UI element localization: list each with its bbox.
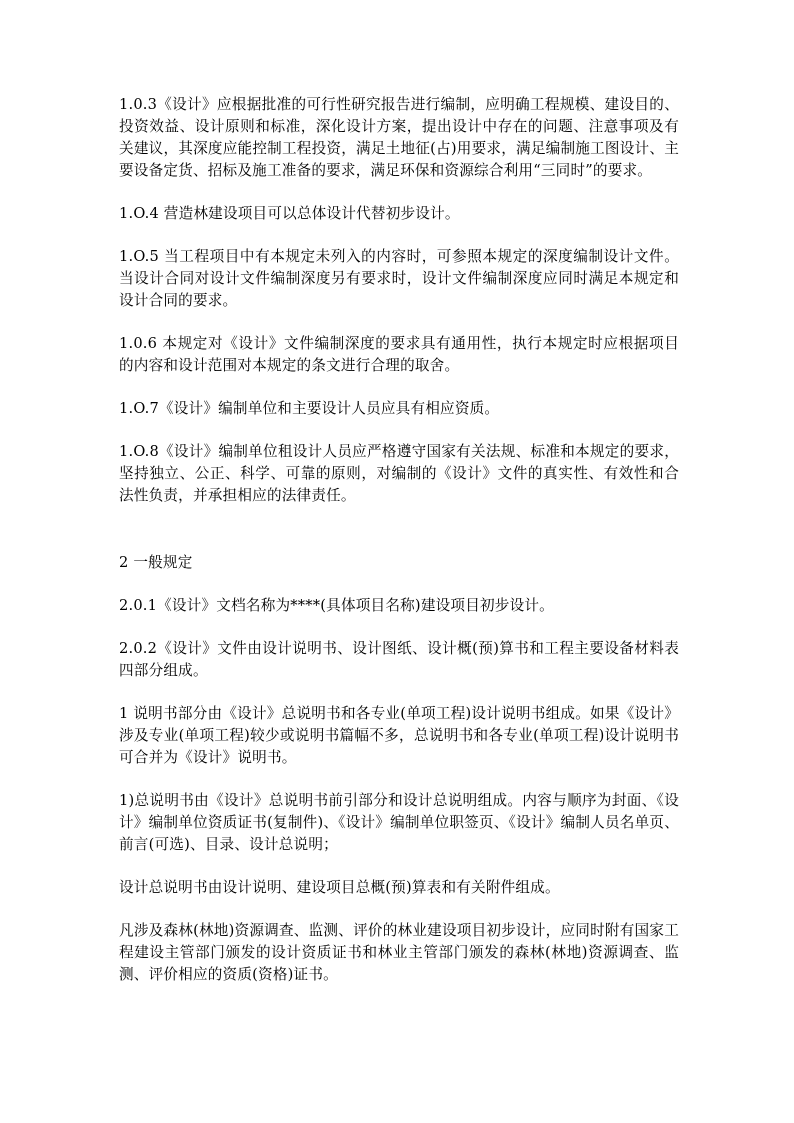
paragraph-1-0-4: 1.O.4 营造林建设项目可以总体设计代替初步设计。 <box>119 205 460 222</box>
paragraph-certificate-note: 凡涉及森林(林地)资源调查、监测、评价的林业建设项目初步设计，应同时附有国家工程建设主管部门颁发的设计资质证书和林业主管部门颁发的森林(林地)资源调查、监测、评价相应的资质(资格)证书。 <box>119 922 679 983</box>
section-2-heading: 2 一般规定 <box>119 554 193 571</box>
document-page <box>119 94 679 1007</box>
paragraph-1-0-8: 1.O.8《设计》编制单位租设计人员应严格遵守国家有关法规、标准和本规定的要求，坚持独立、公正、科学、可靠的原则，对编制的《设计》文件的真实性、有效性和合法性负责，并承担相应的法律责任。 <box>119 443 679 504</box>
paragraph-1-0-5: 1.O.5 当工程项目中有本规定未列入的内容时，可参照本规定的深度编制设计文件。当设计合同对设计文件编制深度另有要求时，设计文件编制深度应同时满足本规定和设计合同的要求。 <box>119 248 679 309</box>
paragraph-2-0-2-item-1: 1 说明书部分由《设计》总说明书和各专业(单项工程)设计说明书组成。如果《设计》涉及专业(单项工程)较少或说明书篇幅不多，总说明书和各专业(单项工程)设计说明书可合并为《设计》说明书。 <box>119 705 679 766</box>
paragraph-1-0-3: 1.0.3《设计》应根据批准的可行性研究报告进行编制，应明确工程规模、建设目的、投资效益、设计原则和标准，深化设计方案，提出设计中存在的问题、注意事项及有关建议，其深度应能控制工程投资，满足土地征(占)用要求，满足编制施工图设计、主要设备定货、招标及施工准备的要求，满足环保和资源综合利用“三同时”的要求。 <box>119 96 679 179</box>
paragraph-1-0-7: 1.O.7《设计》编制单位和主要设计人员应具有相应资质。 <box>119 400 500 417</box>
paragraph-general-description: 设计总说明书由设计说明、建设项目总概(预)算表和有关附件组成。 <box>119 879 560 896</box>
paragraph-2-0-2: 2.0.2《设计》文件由设计说明书、设计图纸、设计概(预)算书和工程主要设备材料表四部分组成。 <box>119 640 679 679</box>
paragraph-1-0-6: 1.0.6 本规定对《设计》文件编制深度的要求具有通用性，执行本规定时应根据项目的内容和设计范围对本规定的条文进行合理的取舍。 <box>119 335 679 374</box>
paragraph-2-0-2-item-1-sub-1: 1)总说明书由《设计》总说明书前引部分和设计总说明组成。内容与顺序为封面、《设计》编制单位资质证书(复制件)、《设计》编制单位职签页、《设计》编制人员名单页、前言(可选)、目录、设计总说明； <box>119 792 679 853</box>
paragraph-2-0-1: 2.0.1《设计》文档名称为****(具体项目名称)建设项目初步设计。 <box>119 597 554 614</box>
